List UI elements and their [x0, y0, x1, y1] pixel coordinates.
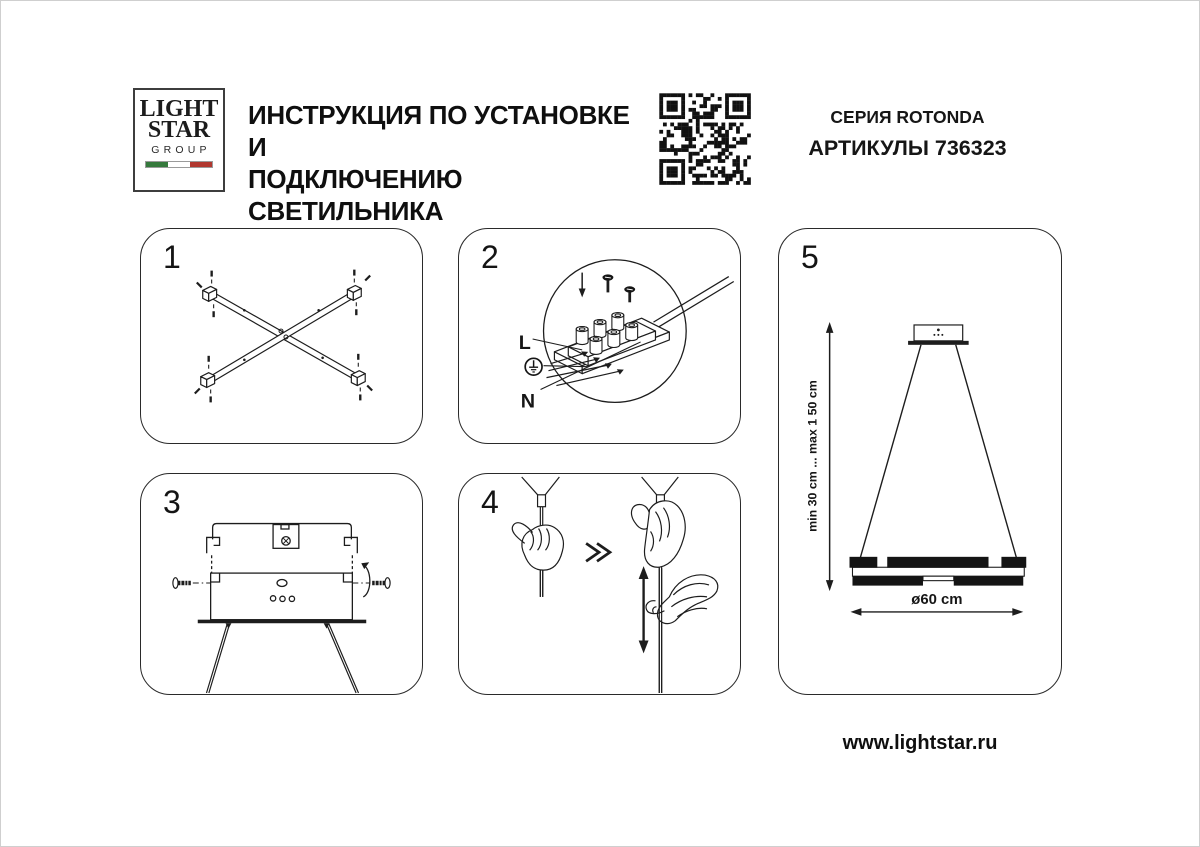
step-number: 4	[481, 484, 499, 520]
series-label: СЕРИЯ ROTONDA	[830, 107, 985, 127]
step-number: 5	[801, 239, 819, 275]
diameter-dimension-arrow	[850, 608, 1023, 616]
earth-ground-icon	[525, 358, 542, 375]
article-label: АРТИКУЛЫ 736323	[808, 136, 1007, 160]
loose-screw-icons	[602, 274, 635, 302]
down-arrow-icon	[579, 273, 586, 298]
instruction-step-3	[140, 473, 423, 695]
cloth-icon	[646, 575, 718, 624]
next-step-arrow-icon	[586, 543, 610, 561]
mounting-crossbars-diagram	[141, 229, 422, 443]
height-range-label: min 30 cm ... max 1 50 cm	[805, 380, 820, 532]
page-title	[248, 99, 648, 227]
holding-hand-icon	[631, 501, 685, 567]
step-number: 2	[481, 239, 499, 275]
website-url: www.lightstar.ru	[842, 732, 998, 754]
diameter-label: ø60 cm	[911, 591, 963, 608]
title-line-1: ИНСТРУКЦИЯ ПО УСТАНОВКЕ И	[248, 100, 630, 162]
ceiling-bracket-diagram	[141, 474, 422, 694]
gripping-hand-icon	[512, 523, 563, 570]
instruction-step-1	[140, 228, 423, 444]
qr-code	[652, 86, 758, 192]
lightstar-logo	[133, 88, 225, 192]
logo-word-light: LIGHT	[139, 96, 219, 122]
product-info	[795, 107, 1020, 161]
pendant-dimensions-diagram	[779, 229, 1061, 694]
step-number: 1	[163, 239, 181, 275]
logo-word-star: STAR	[147, 117, 211, 143]
neutral-wire-label: N	[520, 390, 536, 413]
live-wire-label: L	[518, 331, 531, 354]
height-dimension-arrow	[826, 322, 834, 591]
terminal-block-wiring-diagram	[459, 229, 740, 443]
qr-code-icon	[652, 86, 758, 192]
instruction-step-2	[458, 228, 741, 444]
title-line-2: ПОДКЛЮЧЕНИЮ СВЕТИЛЬНИКА	[248, 164, 463, 226]
instruction-step-5	[778, 228, 1062, 695]
step-number: 3	[163, 484, 181, 520]
cable-adjustment-diagram	[459, 474, 740, 694]
ring-fixture	[850, 557, 1027, 586]
rotate-arrow-icon	[361, 562, 370, 597]
logo-word-group: GROUP	[151, 144, 211, 156]
italian-flag-icon	[145, 161, 213, 168]
instruction-step-4	[458, 473, 741, 695]
